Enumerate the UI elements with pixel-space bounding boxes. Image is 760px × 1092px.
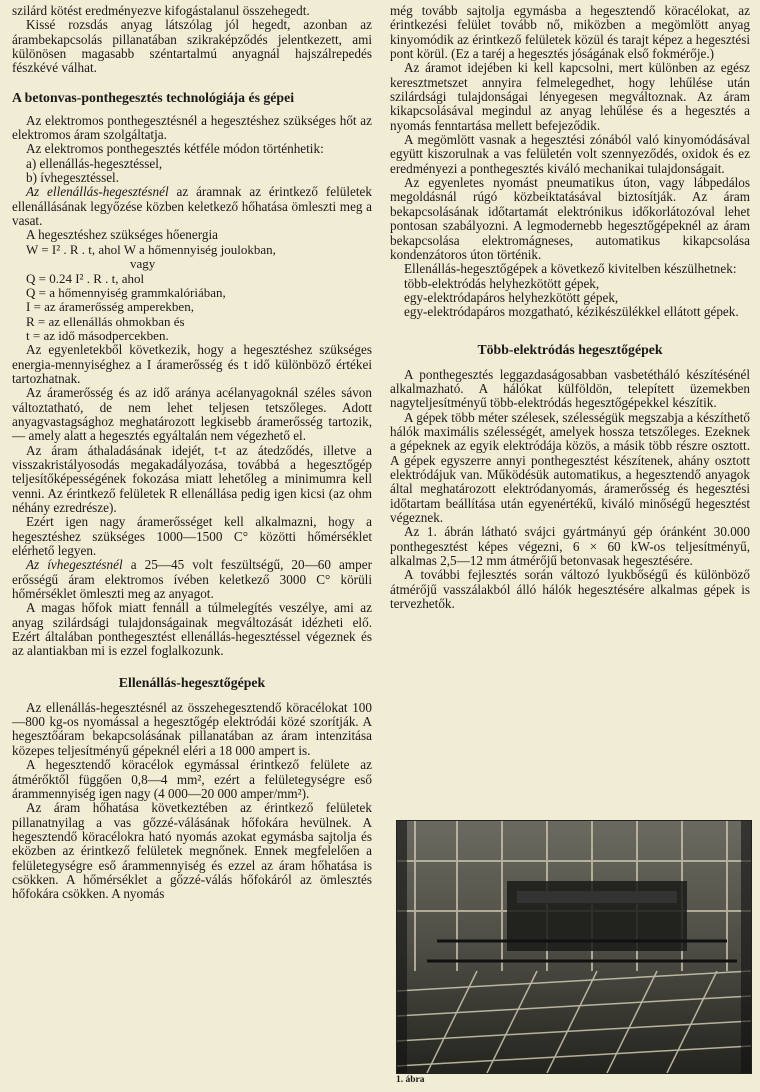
paragraph: Kissé rozsdás anyag látszólag jól hegedt, azonban az árambekapcsolás pillanatában szikraképződés jelentkezett, ami különösen magasabb széntartalmú anyagnál hajszálrepedés fészkévé válhat. xyxy=(12,17,372,76)
formula: Q = 0.24 I² . R . t, ahol xyxy=(26,270,145,286)
paragraph: még tovább sajtolja egymásba a hegesztendő köracélokat, az érintkezési felület tovább nő, miközben a megömlött anyag kinyomódik az érintkező felületek közül és tarajt képez a hegesztési pont körül. (Ez a taréj a hegesztés jóságának első fokmérője.) xyxy=(390,3,750,62)
welding-machine-illustration xyxy=(397,821,751,1073)
paragraph: Az egyenletekből következik, hogy a hegesztéshez szükséges energia-mennyiséghez a I áramerősség és t idő különböző értékei tartozhatnak. xyxy=(12,342,372,386)
paragraph: Az ellenállás-hegesztésnél az összehegesztendő köracélokat 100—800 kg-os nyomással a hegesztőgép elektródái közé szorítják. A hegesztőáram bekapcsolásának pillanatában az áram intenzitása közepes teljesítményű gépeknél eléri a 18 000 ampert is. xyxy=(12,699,372,758)
paragraph: A hegesztendő köracélok egymással érintkező felülete az átmérőktől függően 0,8—4 mm², ezért a felületegységre eső árammennyiség igen nagy (4 000—20 000 amper/mm²). xyxy=(12,757,372,801)
paragraph-text: az áramnak az érintkező felületek ellenállásának legyőzése közben keletkező hőhatása ömleszti meg a vasat. xyxy=(12,184,372,229)
paragraph xyxy=(12,185,372,228)
formula-definition: I = az áramerősség amperekben, xyxy=(26,299,194,315)
paragraph: A magas hőfok miatt fennáll a túlmelegítés veszélye, ami az anyag szilárdsági tulajdonságainak megváltozását idézheti elő. Ezért általában ponthegesztést ellenállás-hegesztéssel végeznek és az alantiakban mi is ezzel foglalkozunk. xyxy=(12,600,372,659)
list-item: egy-elektródapáros helyhezkötött gépek, xyxy=(404,289,619,305)
figure-photo-welding-machine xyxy=(396,820,752,1074)
list-item: b) ívhegesztéssel. xyxy=(26,170,120,186)
paragraph: A ponthegesztés leggazdaságosabban vasbetétháló készítésénél alkalmazható. A hálókat külföldön, telepített üzemekben nagyteljesítményű több-elektródás hegesztőgépekkel készítik. xyxy=(390,366,750,411)
paragraph: A megömlött vasnak a hegesztési zónából való kinyomódásával együtt kiszorulnak a vas felületén volt szennyeződés, oxidok és ez eredményezi a ponthegesztés kiváló mechanikai tulajdonságait. xyxy=(390,132,750,176)
paragraph: Ezért igen nagy áramerősséget kell alkalmazni, hogy a hegesztéshez szükséges 1000—1500 C° közötti hőmérséklet elérhető legyen. xyxy=(12,514,372,559)
paragraph: Az áram hőhatása következtében az érintkező felületek pillanatnyilag a vas gőzzé-válásának hőfokára hevülnek. A hegesztendő köracélokra ható nyomás azokat egymásba sajtolja és eközben az érintkező felületek megnőnek. Ennek megfelelően a felületegységre eső árammennyiség és ezzel az áram hőhatása is csökken. A hőmérséklet a gőzzé-válás hőfokáról az ömlesztés hőfokára csökken. A nyomás xyxy=(12,800,372,902)
formula-definition: Q = a hőmennyiség grammkalóriában, xyxy=(26,284,226,300)
emphasis: Az ívhegesztésnél xyxy=(26,557,123,573)
left-column xyxy=(12,4,372,902)
list-item: több-elektródás helyhezkötött gépek, xyxy=(404,275,600,291)
paragraph: A hegesztéshez szükséges hőenergia xyxy=(26,227,219,243)
paragraph: Az elektromos ponthegesztésnél a hegesztéshez szükséges hőt az elektromos áram szolgáltatja. xyxy=(12,112,372,143)
section-heading: Több-elektródás hegesztőgépek xyxy=(477,341,663,357)
paragraph: Az 1. ábrán látható svájci gyártmányú gép óránként 30.000 ponthegesztést képes végezni, 6 × 60 kW-os teljesítményű, alkalmas 2,5—12 mm átmérőjű betonvasak hegesztésére. xyxy=(390,524,750,569)
formula-definition: t = az idő másodpercekben. xyxy=(26,327,169,343)
paragraph: A gépek több méter szélesek, szélességük megszabja a készíthető hálók maximális szélességét, amelyek hossza tetszőleges. Ezeknek a gépeknek az egyik elektródája közös, a másik több részre osztott. A gépek egyszerre annyi ponthegesztést készítenek, ahány osztott elektródájuk van. Működésük automatikus, a hegesztendő anyagok által meghatározott elektródanyomás, áramerősség és hegesztési időtartam beállítása után egyenértékű, kiváló minőségű hegesztést végeznek. xyxy=(390,409,750,525)
paragraph: Az elektromos ponthegesztés kétféle módon történhetik: xyxy=(26,141,324,157)
paragraph xyxy=(12,558,372,601)
figure-caption: 1. ábra xyxy=(396,1075,425,1085)
paragraph: Az áramot idejében ki kell kapcsolni, mert különben az egész keresztmetszet annyira felmelegedhet, hogy lehűlése után szilárdsági tulajdonságai lényegesen megváltoznak. Az áram kikapcsolásával megindul az anyag lehűlése és a hegesztés a nyomás fenntartása mellett befejeződik. xyxy=(390,60,750,133)
paragraph: A további fejlesztés során változó lyukbőségű és különböző átmérőjű vasszálakból álló hálók hegesztésére alkalmas gépek is tervezhetők. xyxy=(390,567,750,612)
paragraph-text: a 25—45 volt feszültségű, 20—60 amper erősségű áram elektromos ívében keletkező 3000 C° körüli hőmérséklet ömleszti meg az anyagot. xyxy=(12,557,372,602)
paragraph: szilárd kötést eredményezve kifogástalanul összehegedt. xyxy=(12,3,310,18)
section-heading: Ellenállás-hegesztőgépek xyxy=(118,674,266,690)
right-column xyxy=(390,4,750,611)
paragraph: Az egyenletes nyomást pneumatikus úton, vagy lábpedálos megoldásnál rúgó közbeiktatásával biztosítják. Az áram bekapcsolásának időtartamát elektrónikus időkorlátozóval lehet pontosan szabályozni. A legmodernebb hegesztőgépeknél az áram bekapcsolása elektromágneses, automatikus kikapcsolása kondenzátoros úton történik. xyxy=(390,175,750,262)
formula-definition: R = az ellenállás ohmokban és xyxy=(26,313,185,329)
list-item: a) ellenállás-hegesztéssel, xyxy=(26,155,163,171)
paragraph: Az áramerősség és az idő aránya acélanyagoknál széles sávon változtatható, de nem lehet teljesen tetszőleges. Adott anyagvastagsághoz meghatározott legkisebb áramerősség tartozik, — amely alatt a hegesztés egyáltalán nem végezhető el. xyxy=(12,385,372,444)
paragraph: Ellenállás-hegesztőgépek a következő kivitelben készülhetnek: xyxy=(404,261,737,277)
emphasis: Az ellenállás-hegesztésnél xyxy=(26,184,169,200)
list-item: egy-elektródapáros mozgatható, kézikészülékkel ellátott gépek. xyxy=(404,304,739,320)
formula: W = I² . R . t, ahol W a hőmennyiség joulokban, xyxy=(26,241,276,257)
section-heading: A betonvas-ponthegesztés technológiája és gépei xyxy=(12,89,295,105)
paragraph: Az áram áthaladásának idejét, t-t az átedződés, illetve a visszakristályosodás megakadályozása, továbbá a hegesztőgép teljesítőképességének fokozása miatt lehetőleg a minimumra kell venni. Az érintkező felületek R ellenállása pedig igen kicsi (az ohm néhány ezredrésze). xyxy=(12,442,372,515)
formula-separator: vagy xyxy=(130,256,156,272)
